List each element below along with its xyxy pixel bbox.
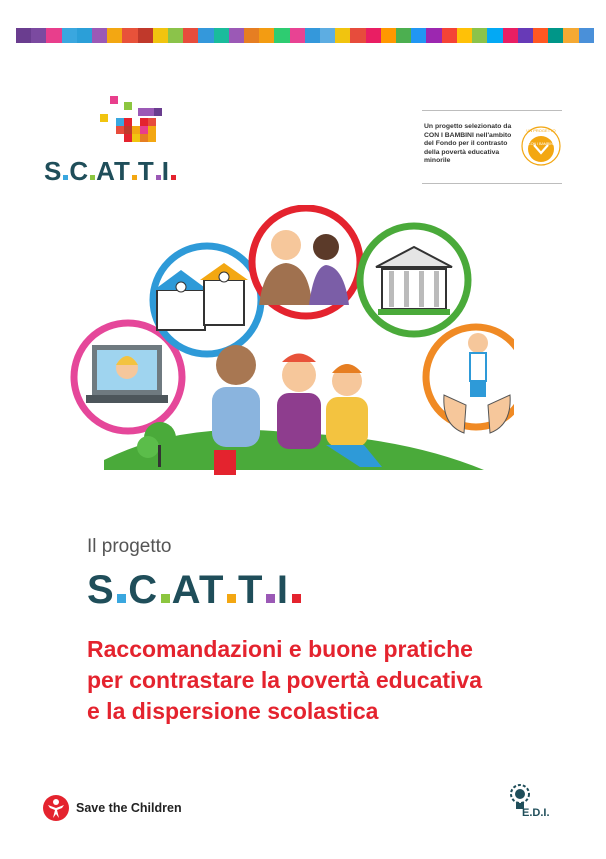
strip-segment <box>31 28 46 43</box>
project-subtitle: Il progetto <box>87 536 172 557</box>
document-heading <box>87 634 567 727</box>
con-i-bambini-badge-icon <box>520 125 562 167</box>
strip-segment <box>153 28 168 43</box>
edi-label: E.D.I. <box>522 807 550 819</box>
strip-segment <box>244 28 259 43</box>
save-the-children-icon <box>42 794 70 822</box>
strip-segment <box>442 28 457 43</box>
strip-segment <box>274 28 289 43</box>
strip-segment <box>563 28 578 43</box>
strip-segment <box>229 28 244 43</box>
strip-segment <box>168 28 183 43</box>
heading-line-2: per contrastare la povertà educativa <box>87 667 482 693</box>
edi-logo <box>508 783 578 825</box>
heading-line-1: Raccomandazioni e buone pratiche <box>87 636 473 662</box>
strip-segment <box>335 28 350 43</box>
strip-segment <box>320 28 335 43</box>
strip-segment <box>62 28 77 43</box>
building-circle-icon <box>360 226 468 334</box>
strip-segment <box>198 28 213 43</box>
save-the-children-label: Save the Children <box>76 801 182 815</box>
project-title: S C AT T I <box>87 568 303 613</box>
strip-segment <box>290 28 305 43</box>
strip-segment <box>533 28 548 43</box>
strip-segment <box>457 28 472 43</box>
strip-segment <box>259 28 274 43</box>
strip-segment <box>548 28 563 43</box>
strip-segment <box>579 28 594 43</box>
strip-segment <box>396 28 411 43</box>
heading-line-3: e la dispersione scolastica <box>87 698 379 724</box>
strip-segment <box>350 28 365 43</box>
hands-child-circle-icon <box>426 327 514 433</box>
strip-segment <box>426 28 441 43</box>
school-circle-icon <box>153 246 261 354</box>
strip-segment <box>214 28 229 43</box>
strip-segment <box>472 28 487 43</box>
logo-mosaic <box>100 96 162 148</box>
strip-segment <box>92 28 107 43</box>
strip-segment <box>77 28 92 43</box>
partner-box <box>422 110 562 184</box>
strip-segment <box>183 28 198 43</box>
strip-segment <box>122 28 137 43</box>
strip-segment <box>381 28 396 43</box>
cover-illustration <box>64 205 514 490</box>
partner-text: Un progetto selezionato da CON I BAMBINI nell'ambito del Fondo per il contrasto della povertà educativa minorile <box>424 123 512 165</box>
strip-segment <box>366 28 381 43</box>
badge-label-text: CON I BAMBINI <box>528 142 554 146</box>
save-the-children-logo <box>42 793 182 823</box>
strip-segment <box>46 28 61 43</box>
strip-segment <box>138 28 153 43</box>
strip-segment <box>518 28 533 43</box>
logo-wordmark: S C AT T I <box>44 156 177 187</box>
color-strip <box>16 28 594 43</box>
strip-segment <box>487 28 502 43</box>
strip-segment <box>411 28 426 43</box>
strip-segment <box>16 28 31 43</box>
strip-segment <box>107 28 122 43</box>
family-circle-icon <box>252 208 360 316</box>
strip-segment <box>305 28 320 43</box>
badge-top-text: UN PROGETTO <box>526 128 556 133</box>
strip-segment <box>503 28 518 43</box>
